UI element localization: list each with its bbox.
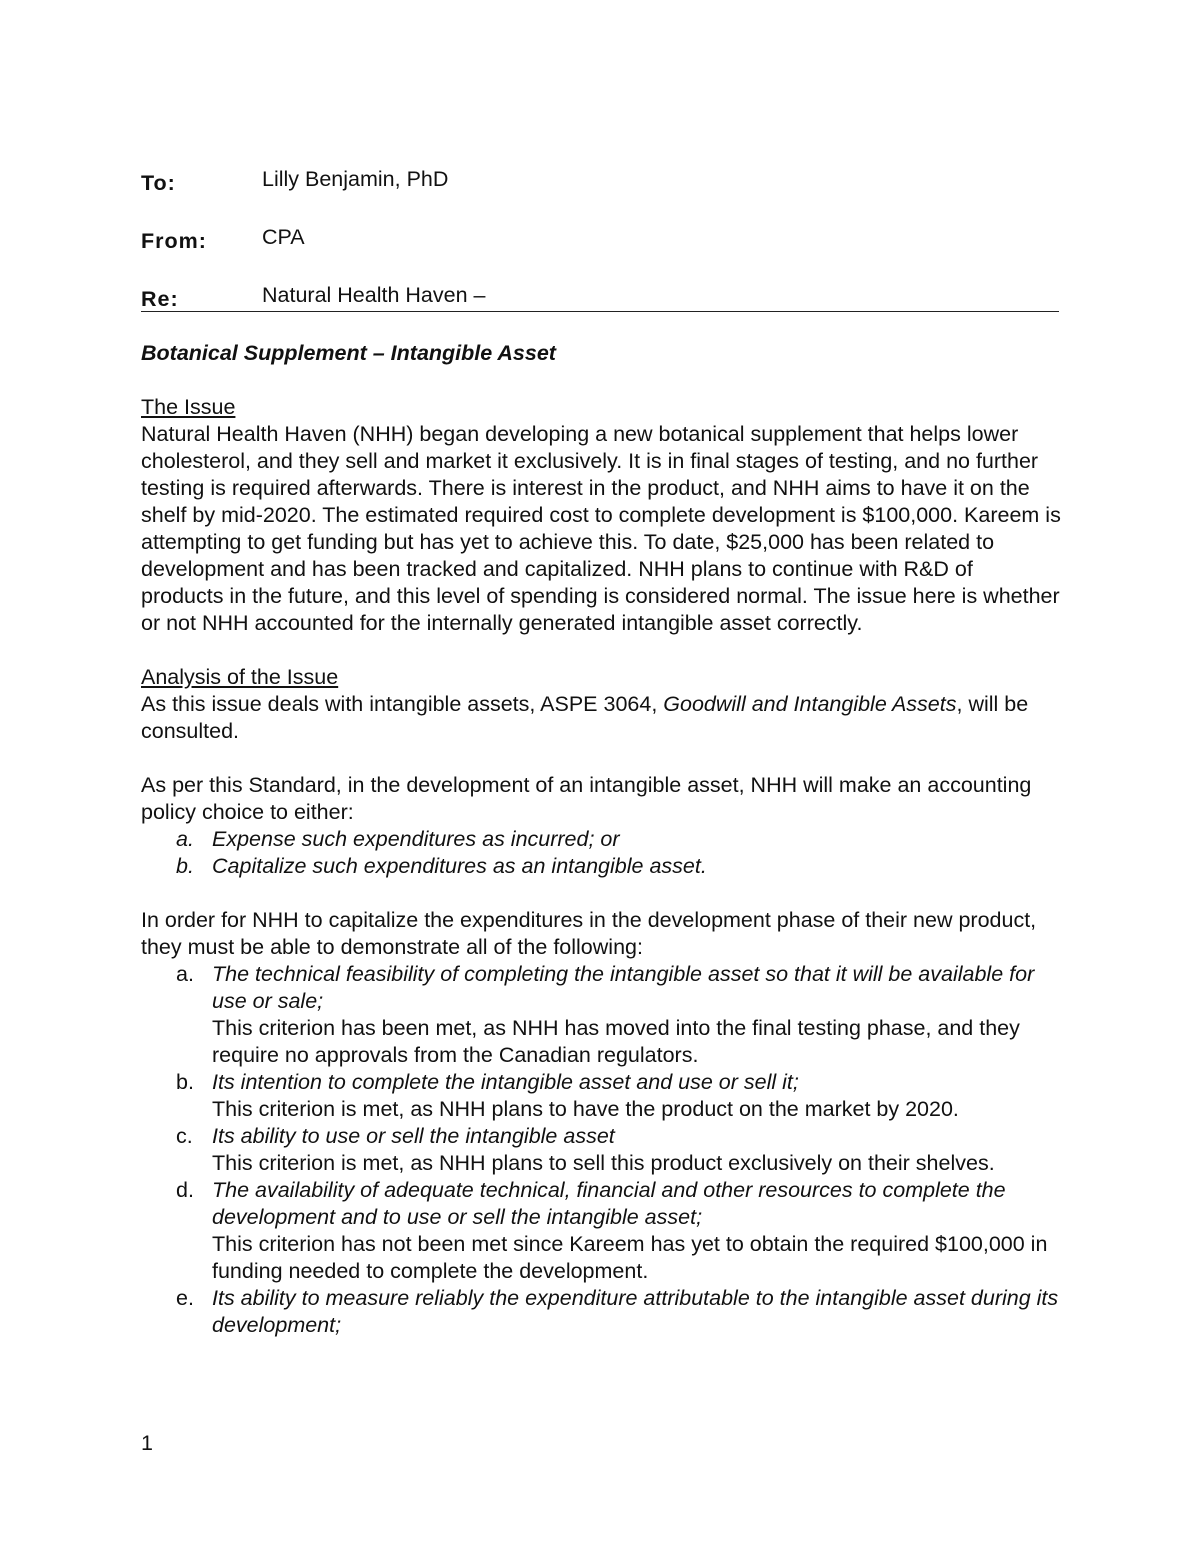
to-label: To: xyxy=(141,171,176,195)
issue-heading: The Issue xyxy=(141,395,236,419)
re-value: Natural Health Haven – xyxy=(262,283,486,307)
header-divider xyxy=(141,311,1059,312)
memo-re-row xyxy=(141,279,1059,337)
memo-body xyxy=(141,340,1061,1339)
list-item xyxy=(141,1177,1061,1285)
list-marker: b. xyxy=(176,1070,194,1094)
criterion-assessment: This criterion has been met, as NHH has moved into the final testing phase, and they require no approvals from the Canadian regulators. xyxy=(212,1016,1020,1067)
criterion-text: The availability of adequate technical, financial and other resources to complete the development and to use or sell the intangible asset; xyxy=(212,1178,1006,1229)
from-value: CPA xyxy=(262,225,305,249)
criterion-text: Its ability to measure reliably the expenditure attributable to the intangible asset during its development; xyxy=(212,1286,1059,1337)
analysis-heading: Analysis of the Issue xyxy=(141,665,339,689)
analysis-intro xyxy=(141,691,1061,745)
analysis-intro-pre: As this issue deals with intangible assets, ASPE 3064, xyxy=(141,692,664,716)
list-item xyxy=(141,826,1061,853)
criterion-text: Its intention to complete the intangible asset and use or sell it; xyxy=(212,1070,799,1094)
criterion-assessment: This criterion is met, as NHH plans to have the product on the market by 2020. xyxy=(212,1097,959,1121)
subject-heading: Botanical Supplement – Intangible Asset xyxy=(141,341,556,365)
list-marker: a. xyxy=(176,962,194,986)
standard-paragraph: As per this Standard, in the development of an intangible asset, NHH will make an accounting policy choice to either: xyxy=(141,773,1032,824)
policy-option-text: Capitalize such expenditures as an intangible asset. xyxy=(212,854,707,878)
to-value: Lilly Benjamin, PhD xyxy=(262,167,449,191)
list-item xyxy=(141,961,1061,1069)
standard-title: Goodwill and Intangible Assets xyxy=(663,692,957,716)
list-item xyxy=(141,1123,1061,1177)
analysis-intro-post: , will be consulted. xyxy=(141,692,1029,743)
re-label: Re: xyxy=(141,287,179,311)
criteria-list xyxy=(141,961,1061,1339)
policy-options-list xyxy=(141,826,1061,880)
criterion-assessment: This criterion has not been met since Kareem has yet to obtain the required $100,000 in funding needed to complete the development. xyxy=(212,1232,1048,1283)
list-marker: a. xyxy=(176,827,194,851)
criteria-intro: In order for NHH to capitalize the expenditures in the development phase of their new product, they must be able to demonstrate all of the following: xyxy=(141,908,1037,959)
memo-from-row xyxy=(141,221,1059,279)
list-item xyxy=(141,853,1061,880)
criterion-text: The technical feasibility of completing the intangible asset so that it will be available for use or sale; xyxy=(212,962,1035,1013)
criterion-text: Its ability to use or sell the intangible asset xyxy=(212,1124,615,1148)
page-number: 1 xyxy=(141,1431,153,1455)
list-marker: e. xyxy=(176,1286,194,1310)
issue-body: Natural Health Haven (NHH) began developing a new botanical supplement that helps lower cholesterol, and they sell and market it exclusively. It is in final stages of testing, and no further testing is required afterwards. There is interest in the product, and NHH aims to have it on the shelf by mid-2020. The estimated required cost to complete development is $100,000. Kareem is attempting to get funding but has yet to achieve this. To date, $25,000 has been related to development and has been tracked and capitalized. NHH plans to continue with R&D of products in the future, and this level of spending is considered normal. The issue here is whether or not NHH accounted for the internally generated intangible asset correctly. xyxy=(141,422,1061,635)
list-marker: c. xyxy=(176,1124,193,1148)
memo-to-row xyxy=(141,163,1059,221)
list-item xyxy=(141,1285,1061,1339)
list-item xyxy=(141,1069,1061,1123)
criterion-assessment: This criterion is met, as NHH plans to sell this product exclusively on their shelves. xyxy=(212,1151,995,1175)
policy-option-text: Expense such expenditures as incurred; or xyxy=(212,827,620,851)
list-marker: d. xyxy=(176,1178,194,1202)
from-label: From: xyxy=(141,229,207,253)
list-marker: b. xyxy=(176,854,194,878)
